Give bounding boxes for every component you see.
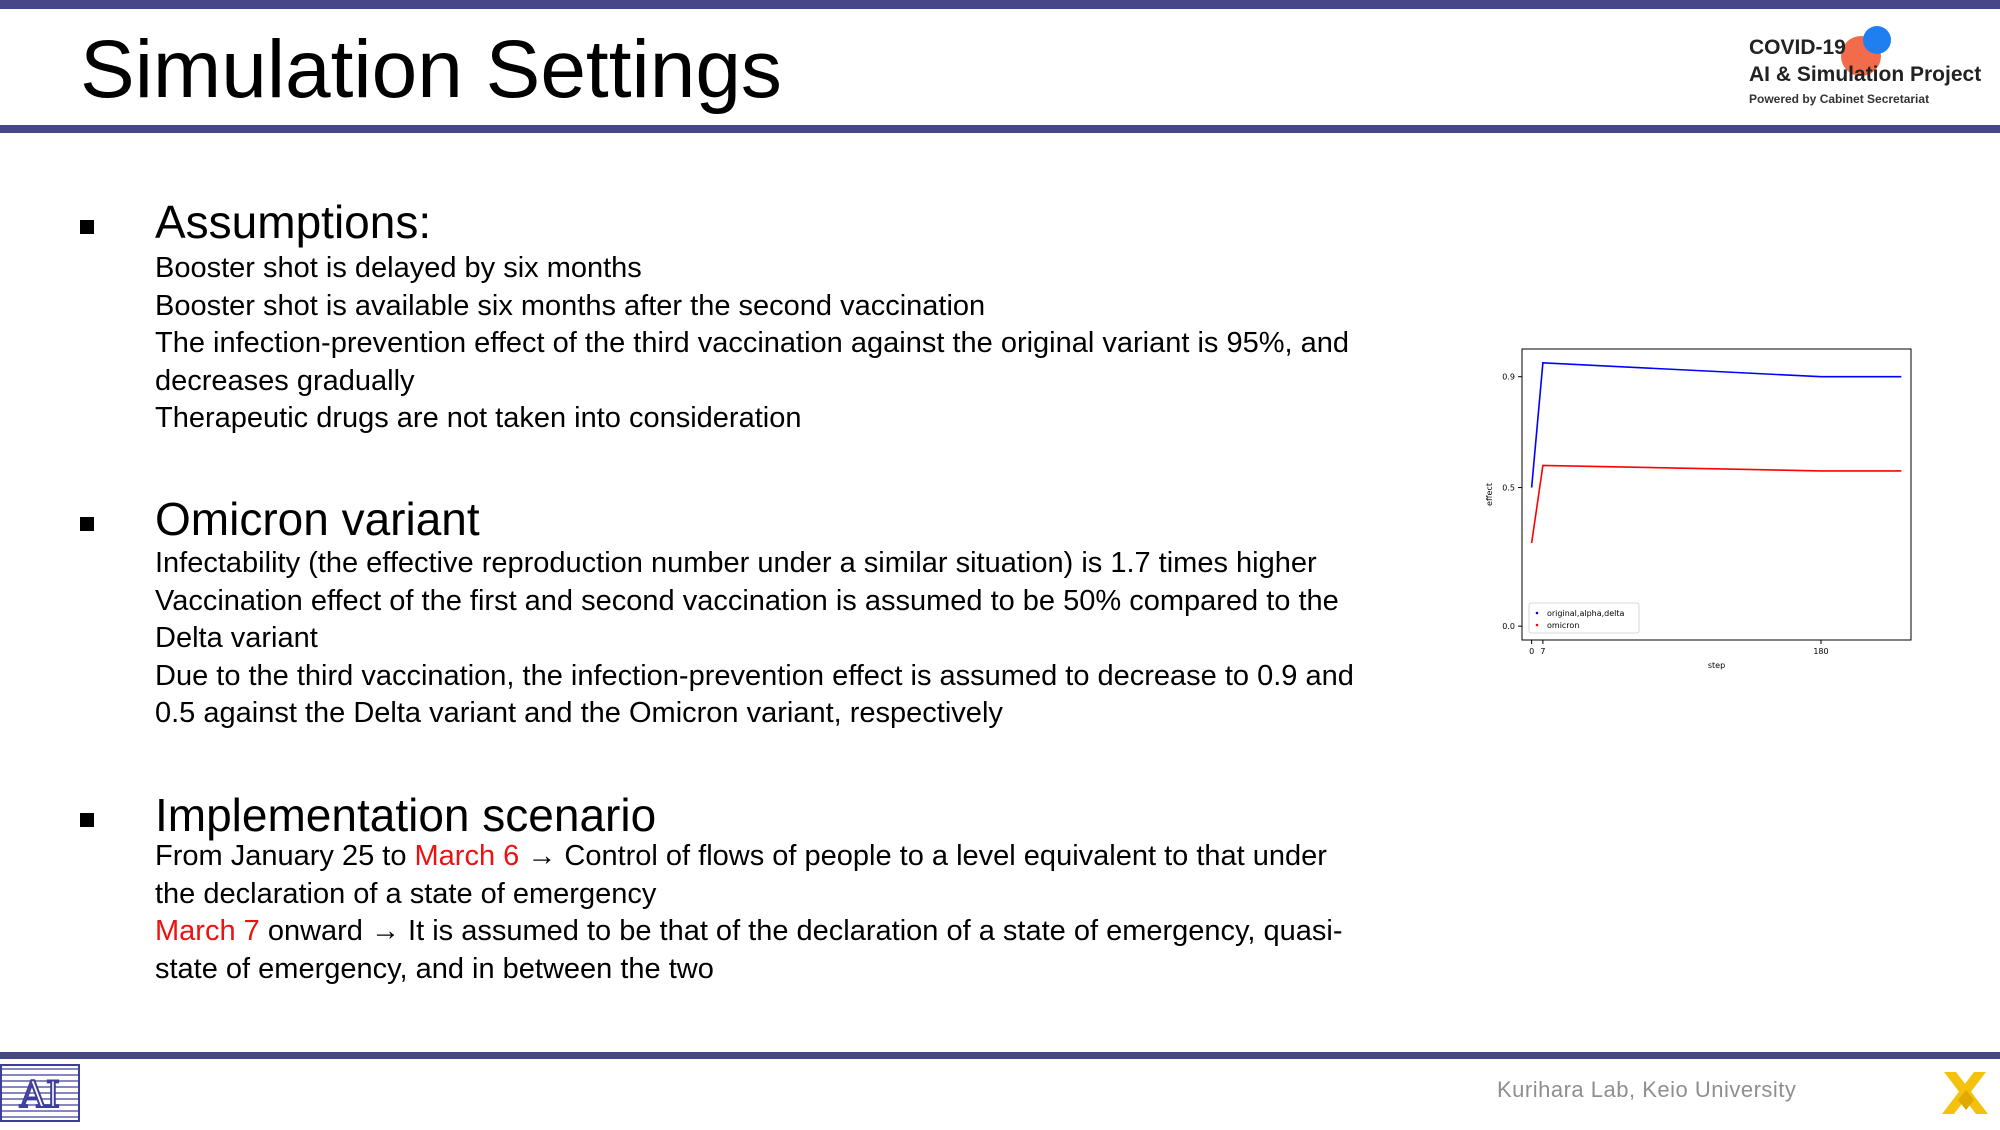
body-line: decreases gradually xyxy=(155,364,415,397)
bullet-icon xyxy=(80,517,94,531)
legend-marker xyxy=(1536,624,1539,627)
footer-lab-name: Kurihara Lab, Keio University xyxy=(1497,1077,1797,1102)
x-tick-label: 0 xyxy=(1529,647,1535,656)
body-line: the declaration of a state of emergency xyxy=(155,877,657,910)
body-line: 0.5 against the Delta variant and the Omicron variant, respectively xyxy=(155,697,1003,729)
y-axis-label: effect xyxy=(1485,483,1494,506)
section-body xyxy=(155,838,1535,988)
section-heading: Assumptions: xyxy=(155,196,432,248)
logo-blue-dot-icon xyxy=(1863,26,1891,54)
bullet-icon xyxy=(80,813,94,827)
body-line: The infection-prevention effect of the third vaccination against the original variant is 95%, and xyxy=(155,327,1350,359)
chart-plot-frame xyxy=(1522,349,1911,640)
y-tick-label: 0.5 xyxy=(1502,483,1515,493)
footer-divider xyxy=(0,1052,2000,1059)
y-tick-label: 0.0 xyxy=(1502,622,1515,632)
body-line: Vaccination effect of the first and second vaccination is assumed to be 50% compared to the xyxy=(155,584,1339,617)
highlight-date: March 6 xyxy=(414,840,520,872)
scenario-text: → Control of flows of people to a level equivalent to that under xyxy=(519,840,1327,872)
section-heading: Implementation scenario xyxy=(155,789,657,841)
body-line: Delta variant xyxy=(155,622,318,654)
scenario-text: From January 25 to xyxy=(155,840,415,872)
body-line: state of emergency, and in between the two xyxy=(155,952,714,985)
bullet-icon xyxy=(80,220,94,234)
keio-x-logo-icon xyxy=(1938,1068,1994,1122)
section-body xyxy=(155,545,1535,733)
highlight-date: March 7 xyxy=(155,915,260,947)
title-divider xyxy=(0,125,2000,133)
scenario-text: onward → It is assumed to be that of the declaration of a state of emergency, quasi- xyxy=(259,915,1343,947)
legend-box xyxy=(1529,603,1639,633)
page-title: Simulation Settings xyxy=(80,24,782,115)
svg-text:AI: AI xyxy=(19,1075,61,1116)
project-logo xyxy=(1745,22,1985,112)
legend-label: original,alpha,delta xyxy=(1547,609,1625,618)
effect-chart xyxy=(1482,340,1914,685)
effect-chart-svg xyxy=(1482,340,1914,685)
x-tick-label: 7 xyxy=(1540,647,1546,656)
x-tick-label: 180 xyxy=(1813,647,1829,656)
logo-line-1: COVID-19 xyxy=(1749,36,1846,59)
logo-line-3: Powered by Cabinet Secretariat xyxy=(1749,92,1930,106)
section-body xyxy=(155,250,1535,438)
body-line: Booster shot is delayed by six months xyxy=(155,252,642,284)
section-heading: Omicron variant xyxy=(155,493,480,545)
logo-line-2: AI & Simulation Project xyxy=(1749,63,1982,86)
ai-lab-logo-icon xyxy=(0,1061,80,1125)
y-tick-label: 0.9 xyxy=(1502,372,1515,382)
legend-marker xyxy=(1536,612,1539,615)
body-line: Booster shot is available six months after the second vaccination xyxy=(155,289,986,322)
body-line: Due to the third vaccination, the infection-prevention effect is assumed to decrease to 0.9 and xyxy=(155,659,1354,692)
body-line xyxy=(155,838,1535,876)
x-axis-label: step xyxy=(1707,661,1726,670)
body-line: Infectability (the effective reproduction number under a similar situation) is 1.7 times higher xyxy=(155,547,1317,579)
body-line: Therapeutic drugs are not taken into consideration xyxy=(155,402,802,434)
top-accent-bar xyxy=(0,0,2000,9)
body-line xyxy=(155,913,1535,951)
legend-label: omicron xyxy=(1547,621,1580,630)
